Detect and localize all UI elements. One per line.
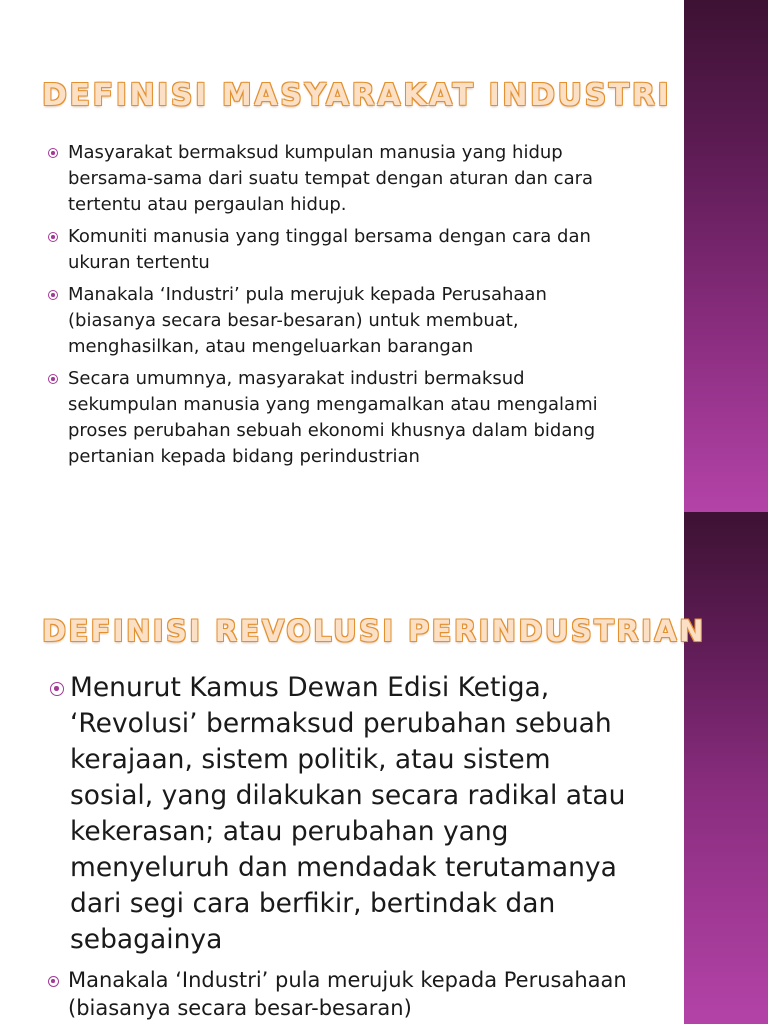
bullet-text: Masyarakat bermaksud kumpulan manusia yang hidup bersama-sama dari suatu tempat dengan aturan dan cara tertentu atau pergaulan hidup.: [68, 142, 594, 215]
slide-1-bullet-list: [48, 140, 628, 476]
list-item: [48, 140, 628, 218]
slide-2-title: DEFINISI REVOLUSI PERINDUSTRIAN: [42, 614, 706, 648]
slide-1-sidebar-decoration: [684, 0, 768, 512]
circle-dot-bullet-icon: [48, 290, 58, 300]
bullet-text: Komuniti manusia yang tinggal bersama dengan cara dan ukuran tertentu: [68, 226, 591, 273]
list-item: [48, 224, 628, 276]
circle-dot-bullet-icon: [48, 148, 58, 158]
list-item: [48, 282, 628, 360]
slide-1-title: DEFINISI MASYARAKAT INDUSTRI: [42, 78, 672, 113]
list-item: [48, 966, 638, 1022]
slide-2-sidebar-decoration: [684, 512, 768, 1024]
bullet-text: Secara umumnya, masyarakat industri bermaksud sekumpulan manusia yang mengamalkan atau mengalami proses perubahan sebuah ekonomi khusnya dalam bidang pertanian kepada bidang perindustrian: [68, 368, 598, 467]
bullet-text: Menurut Kamus Dewan Edisi Ketiga, ‘Revolusi’ bermaksud perubahan sebuah kerajaan, sistem politik, atau sistem sosial, yang dilakukan secara radikal atau kekerasan; atau perubahan yang menyeluruh dan mendadak terutamanya dari segi cara berfikir, bertindak dan sebagainya: [70, 672, 626, 955]
list-item: [48, 366, 628, 470]
circle-dot-bullet-icon: [48, 976, 59, 987]
circle-dot-bullet-icon: [50, 682, 64, 696]
circle-dot-bullet-icon: [48, 374, 58, 384]
slide-2-bullet-list: [48, 670, 638, 1022]
bullet-text: Manakala ‘Industri’ pula merujuk kepada Perusahaan (biasanya secara besar-besaran) untuk membuat, menghasilkan, atau mengeluarkan barangan: [68, 284, 547, 357]
slide-2: [0, 512, 768, 1024]
list-item: [48, 670, 638, 958]
circle-dot-bullet-icon: [48, 232, 58, 242]
bullet-text: Manakala ‘Industri’ pula merujuk kepada Perusahaan (biasanya secara besar-besaran): [68, 968, 627, 1020]
